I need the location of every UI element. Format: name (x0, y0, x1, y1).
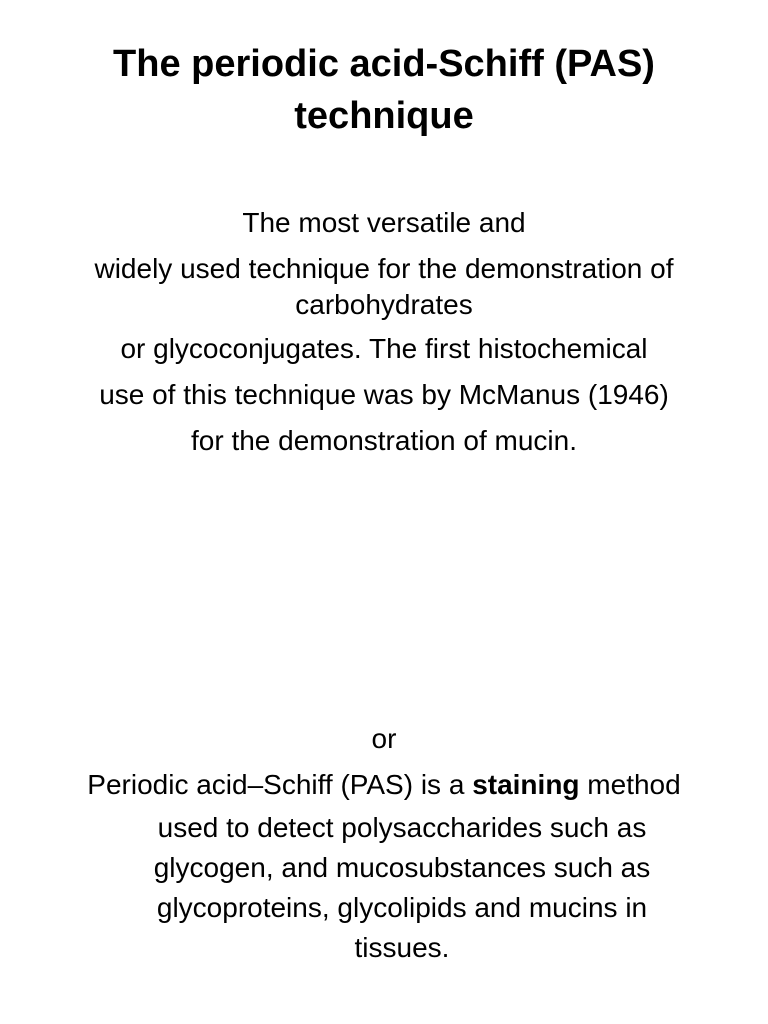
definition-first-line (30, 762, 738, 808)
intro-line: The most versatile and (242, 207, 526, 238)
slide-title: The periodic acid-Schiff (PAS) technique (113, 43, 655, 137)
definition-bold-term: staining (472, 769, 580, 800)
intro-line: or glycoconjugates. The first histochemical (120, 333, 648, 364)
intro-line: widely used technique for the demonstration of (94, 253, 674, 284)
definition-prefix: Periodic acid–Schiff (PAS) is a (87, 769, 473, 800)
definition-line: glycogen, and mucosubstances such as (153, 852, 651, 883)
definition-line: tissues. (354, 932, 450, 963)
intro-line: carbohydrates (295, 289, 473, 320)
or-separator: or (371, 723, 397, 754)
definition-paragraph (30, 716, 738, 968)
intro-line: for the demonstration of mucin. (191, 425, 577, 456)
intro-line: use of this technique was by McManus (1946) (99, 379, 669, 410)
definition-suffix: method (579, 769, 681, 800)
definition-continuation (30, 808, 738, 968)
definition-line: glycoproteins, glycolipids and mucins in (156, 892, 648, 923)
definition-line: used to detect polysaccharides such as (157, 812, 647, 843)
intro-paragraph (30, 200, 738, 464)
